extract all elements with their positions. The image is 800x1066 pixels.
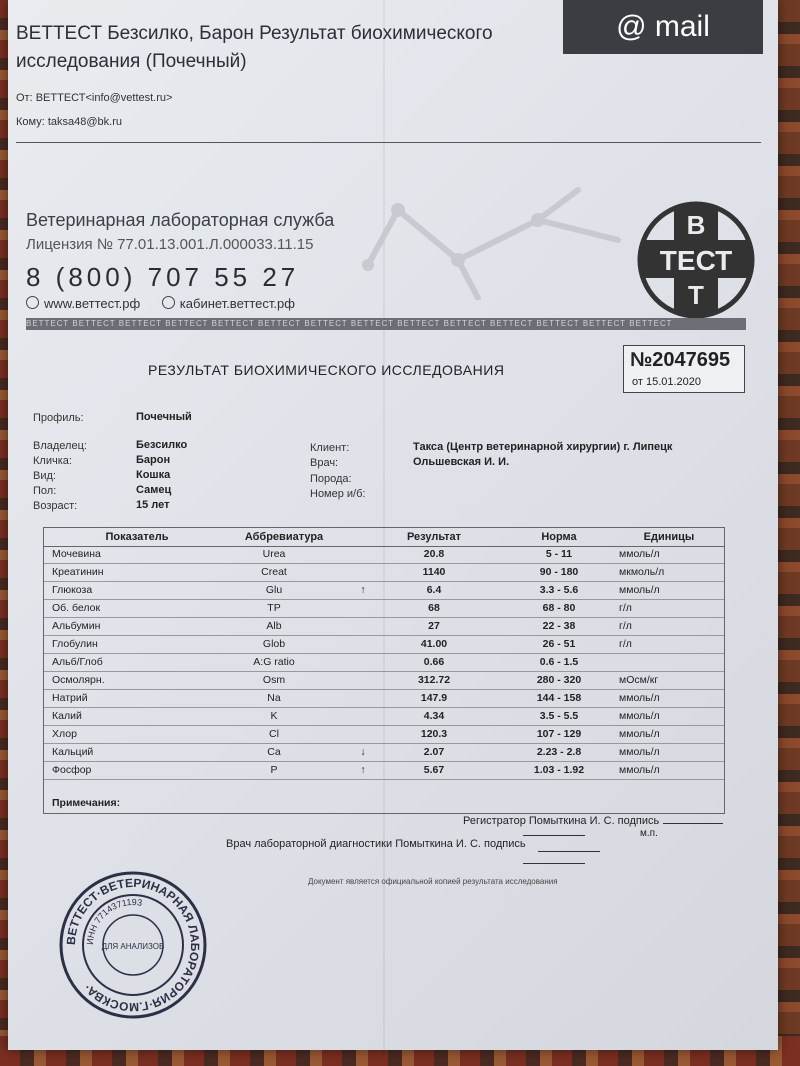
site-link: www.веттест.рф [26, 296, 140, 311]
parameter-abbreviation: Urea [262, 548, 286, 560]
table-row [44, 600, 724, 618]
registrar-signature [463, 815, 723, 827]
table-row [44, 726, 724, 744]
norm-range: 90 - 180 [539, 566, 579, 578]
mail-brand-logo: @ mail [563, 0, 763, 54]
signature-line [663, 823, 723, 824]
email-recipient: Кому: taksa48@bk.ru [16, 116, 122, 128]
lab-links [26, 296, 313, 311]
stamp-outer-text: ВЕТТЕСТ·ВЕТЕРИНАРНАЯ ЛАБОРАТОРИЯ·Г.МОСКВА· [63, 875, 203, 1015]
divider [16, 142, 761, 143]
paper-fold [383, 0, 385, 1050]
table-row [44, 744, 724, 762]
table-row [44, 708, 724, 726]
result-value: 27 [428, 620, 440, 632]
stamp-center-text: ДЛЯ АНАЛИЗОВ [101, 942, 165, 951]
parameter-abbreviation: Na [267, 692, 281, 704]
sex-label: Пол: [33, 485, 57, 497]
lab-seal-icon [58, 870, 208, 1020]
norm-range: 26 - 51 [542, 638, 576, 650]
result-value: 68 [428, 602, 440, 614]
norm-range: 1.03 - 1.92 [533, 764, 585, 776]
brand-strip: ВЕТТЕСТ ВЕТТЕСТ ВЕТТЕСТ ВЕТТЕСТ ВЕТТЕСТ ВЕТТЕСТ ВЕТТЕСТ ВЕТТЕСТ ВЕТТЕСТ ВЕТТЕСТ ВЕТТЕСТ ВЕТТЕСТ ВЕТТЕСТ ВЕТТЕСТ [26, 318, 746, 330]
parameter-abbreviation: Osm [262, 674, 286, 686]
unit-value: ммоль/л [619, 764, 660, 776]
parameter-abbreviation: Glob [262, 638, 286, 650]
result-value: 147.9 [420, 692, 448, 704]
parameter-name: Хлор [52, 728, 77, 740]
norm-range: 5 - 11 [545, 548, 573, 560]
parameter-name: Натрий [52, 692, 88, 704]
unit-value: г/л [619, 602, 632, 614]
age-value: 15 лет [136, 499, 170, 511]
logo-letter-bottom: Т [688, 280, 704, 310]
unit-value: г/л [619, 638, 632, 650]
norm-range: 280 - 320 [536, 674, 582, 686]
notes-label: Примечания: [52, 797, 121, 809]
nickname-label: Кличка: [33, 455, 72, 467]
parameter-abbreviation: K [270, 710, 278, 722]
table-row [44, 690, 724, 708]
report-number: №2047695 [630, 349, 731, 371]
parameter-abbreviation: P [270, 764, 278, 776]
result-value: 1140 [422, 566, 446, 578]
table-row [44, 564, 724, 582]
parameter-name: Глюкоза [52, 584, 93, 596]
parameter-name: Об. белок [52, 602, 101, 614]
client-label: Клиент: [310, 442, 350, 454]
lab-phone: 8 (800) 707 55 27 [26, 262, 300, 292]
unit-value: ммоль/л [619, 746, 660, 758]
profile-label: Профиль: [33, 412, 84, 424]
parameter-abbreviation: Alb [266, 620, 282, 632]
norm-range: 107 - 129 [536, 728, 582, 740]
unit-value: ммоль/л [619, 692, 660, 704]
doctor-value: Ольшевская И. И. [413, 456, 510, 468]
norm-range: 68 - 80 [542, 602, 576, 614]
species-label: Вид: [33, 470, 56, 482]
header-units: Единицы [643, 531, 695, 543]
result-value: 6.4 [426, 584, 442, 596]
signature-line [538, 851, 600, 852]
norm-range: 3.5 - 5.5 [539, 710, 579, 722]
norm-range: 3.3 - 5.6 [539, 584, 579, 596]
parameter-name: Мочевина [52, 548, 101, 560]
vettest-logo-icon [636, 200, 756, 320]
email-sender: От: ВЕТТЕСТ<info@vettest.ru> [16, 92, 173, 104]
parameter-name: Кальций [52, 746, 94, 758]
client-value: Такса (Центр ветеринарной хирургии) г. Липецк [413, 441, 673, 453]
nickname-value: Барон [136, 454, 171, 466]
sex-value: Самец [136, 484, 172, 496]
breed-label: Порода: [310, 473, 352, 485]
parameter-name: Альб/Глоб [52, 656, 103, 668]
molecule-decoration-icon [338, 180, 638, 300]
report-title: РЕЗУЛЬТАТ БИОХИМИЧЕСКОГО ИССЛЕДОВАНИЯ [148, 362, 505, 378]
stamp-inner-text: ИНН 7714371193 [84, 896, 143, 946]
owner-value: Безсилко [136, 439, 188, 451]
header-abbreviation: Аббревиатура [244, 531, 324, 543]
norm-range: 0.6 - 1.5 [539, 656, 579, 668]
table-row [44, 672, 724, 690]
profile-value: Почечный [136, 411, 192, 423]
deviation-arrow-icon: ↓ [360, 746, 366, 758]
table-row [44, 654, 724, 672]
logo-word-middle: ТЕСТ [659, 245, 733, 276]
signature-line [523, 863, 585, 864]
report-date: от 15.01.2020 [632, 376, 702, 388]
unit-value: ммоль/л [619, 584, 660, 596]
printed-document [8, 0, 778, 1050]
result-value: 41.00 [420, 638, 448, 650]
unit-value: ммоль/л [619, 710, 660, 722]
table-body [44, 546, 724, 780]
parameter-name: Осмолярн. [52, 674, 105, 686]
signature-line [523, 835, 585, 836]
table-row [44, 762, 724, 780]
unit-value: г/л [619, 620, 632, 632]
parameter-abbreviation: A:G ratio [253, 656, 295, 668]
norm-range: 144 - 158 [536, 692, 582, 704]
globe-icon [162, 296, 175, 309]
result-value: 2.07 [423, 746, 445, 758]
parameter-abbreviation: Glu [265, 584, 283, 596]
table-row [44, 636, 724, 654]
table-row [44, 546, 724, 564]
table-row [44, 582, 724, 600]
lab-license: Лицензия № 77.01.13.001.Л.000033.11.15 [26, 236, 314, 253]
header-norm: Норма [541, 531, 577, 543]
parameter-abbreviation: Ca [267, 746, 281, 758]
email-subject: ВЕТТЕСТ Безсилко, Барон Результат биохимического исследования (Почечный) [16, 23, 493, 72]
registrar-text: Регистратор Помыткина И. С. подпись [463, 815, 660, 827]
parameter-name: Креатинин [52, 566, 104, 578]
table-header [44, 528, 724, 547]
parameter-name: Фосфор [52, 764, 92, 776]
stamp-place-label: м.п. [640, 828, 658, 839]
result-value: 120.3 [420, 728, 448, 740]
species-value: Кошка [136, 469, 171, 481]
table-row [44, 618, 724, 636]
unit-value: мОсм/кг [619, 674, 659, 686]
unit-value: ммоль/л [619, 728, 660, 740]
parameter-abbreviation: Creat [261, 566, 287, 578]
globe-icon [26, 296, 39, 309]
result-value: 0.66 [423, 656, 445, 668]
age-label: Возраст: [33, 500, 78, 512]
lab-name: Ветеринарная лабораторная служба [26, 210, 335, 230]
header-result: Результат [406, 531, 462, 543]
parameter-abbreviation: Cl [269, 728, 279, 740]
deviation-arrow-icon: ↑ [360, 764, 366, 776]
parameter-name: Калий [52, 710, 82, 722]
header-parameter: Показатель [105, 531, 169, 543]
doctor-signature-text: Врач лабораторной диагностики Помыткина И. С. подпись [226, 838, 526, 850]
parameter-name: Глобулин [52, 638, 98, 650]
result-value: 4.34 [423, 710, 445, 722]
doctor-label: Врач: [310, 457, 339, 469]
parameter-name: Альбумин [52, 620, 101, 632]
chip-label: Номер и/б: [310, 488, 366, 500]
result-value: 20.8 [423, 548, 445, 560]
result-value: 5.67 [423, 764, 445, 776]
results-table [43, 527, 725, 814]
cabinet-link: кабинет.веттест.рф [162, 296, 295, 311]
report-number-box [623, 345, 745, 393]
disclaimer: Документ является официальной копией результата исследования [308, 877, 558, 886]
logo-letter-top: В [686, 210, 706, 240]
unit-value: ммоль/л [619, 548, 660, 560]
deviation-arrow-icon: ↑ [360, 584, 366, 596]
owner-label: Владелец: [33, 440, 87, 452]
unit-value: мкмоль/л [619, 566, 665, 578]
parameter-abbreviation: TP [267, 602, 281, 614]
result-value: 312.72 [417, 674, 451, 686]
norm-range: 22 - 38 [542, 620, 576, 632]
norm-range: 2.23 - 2.8 [536, 746, 582, 758]
